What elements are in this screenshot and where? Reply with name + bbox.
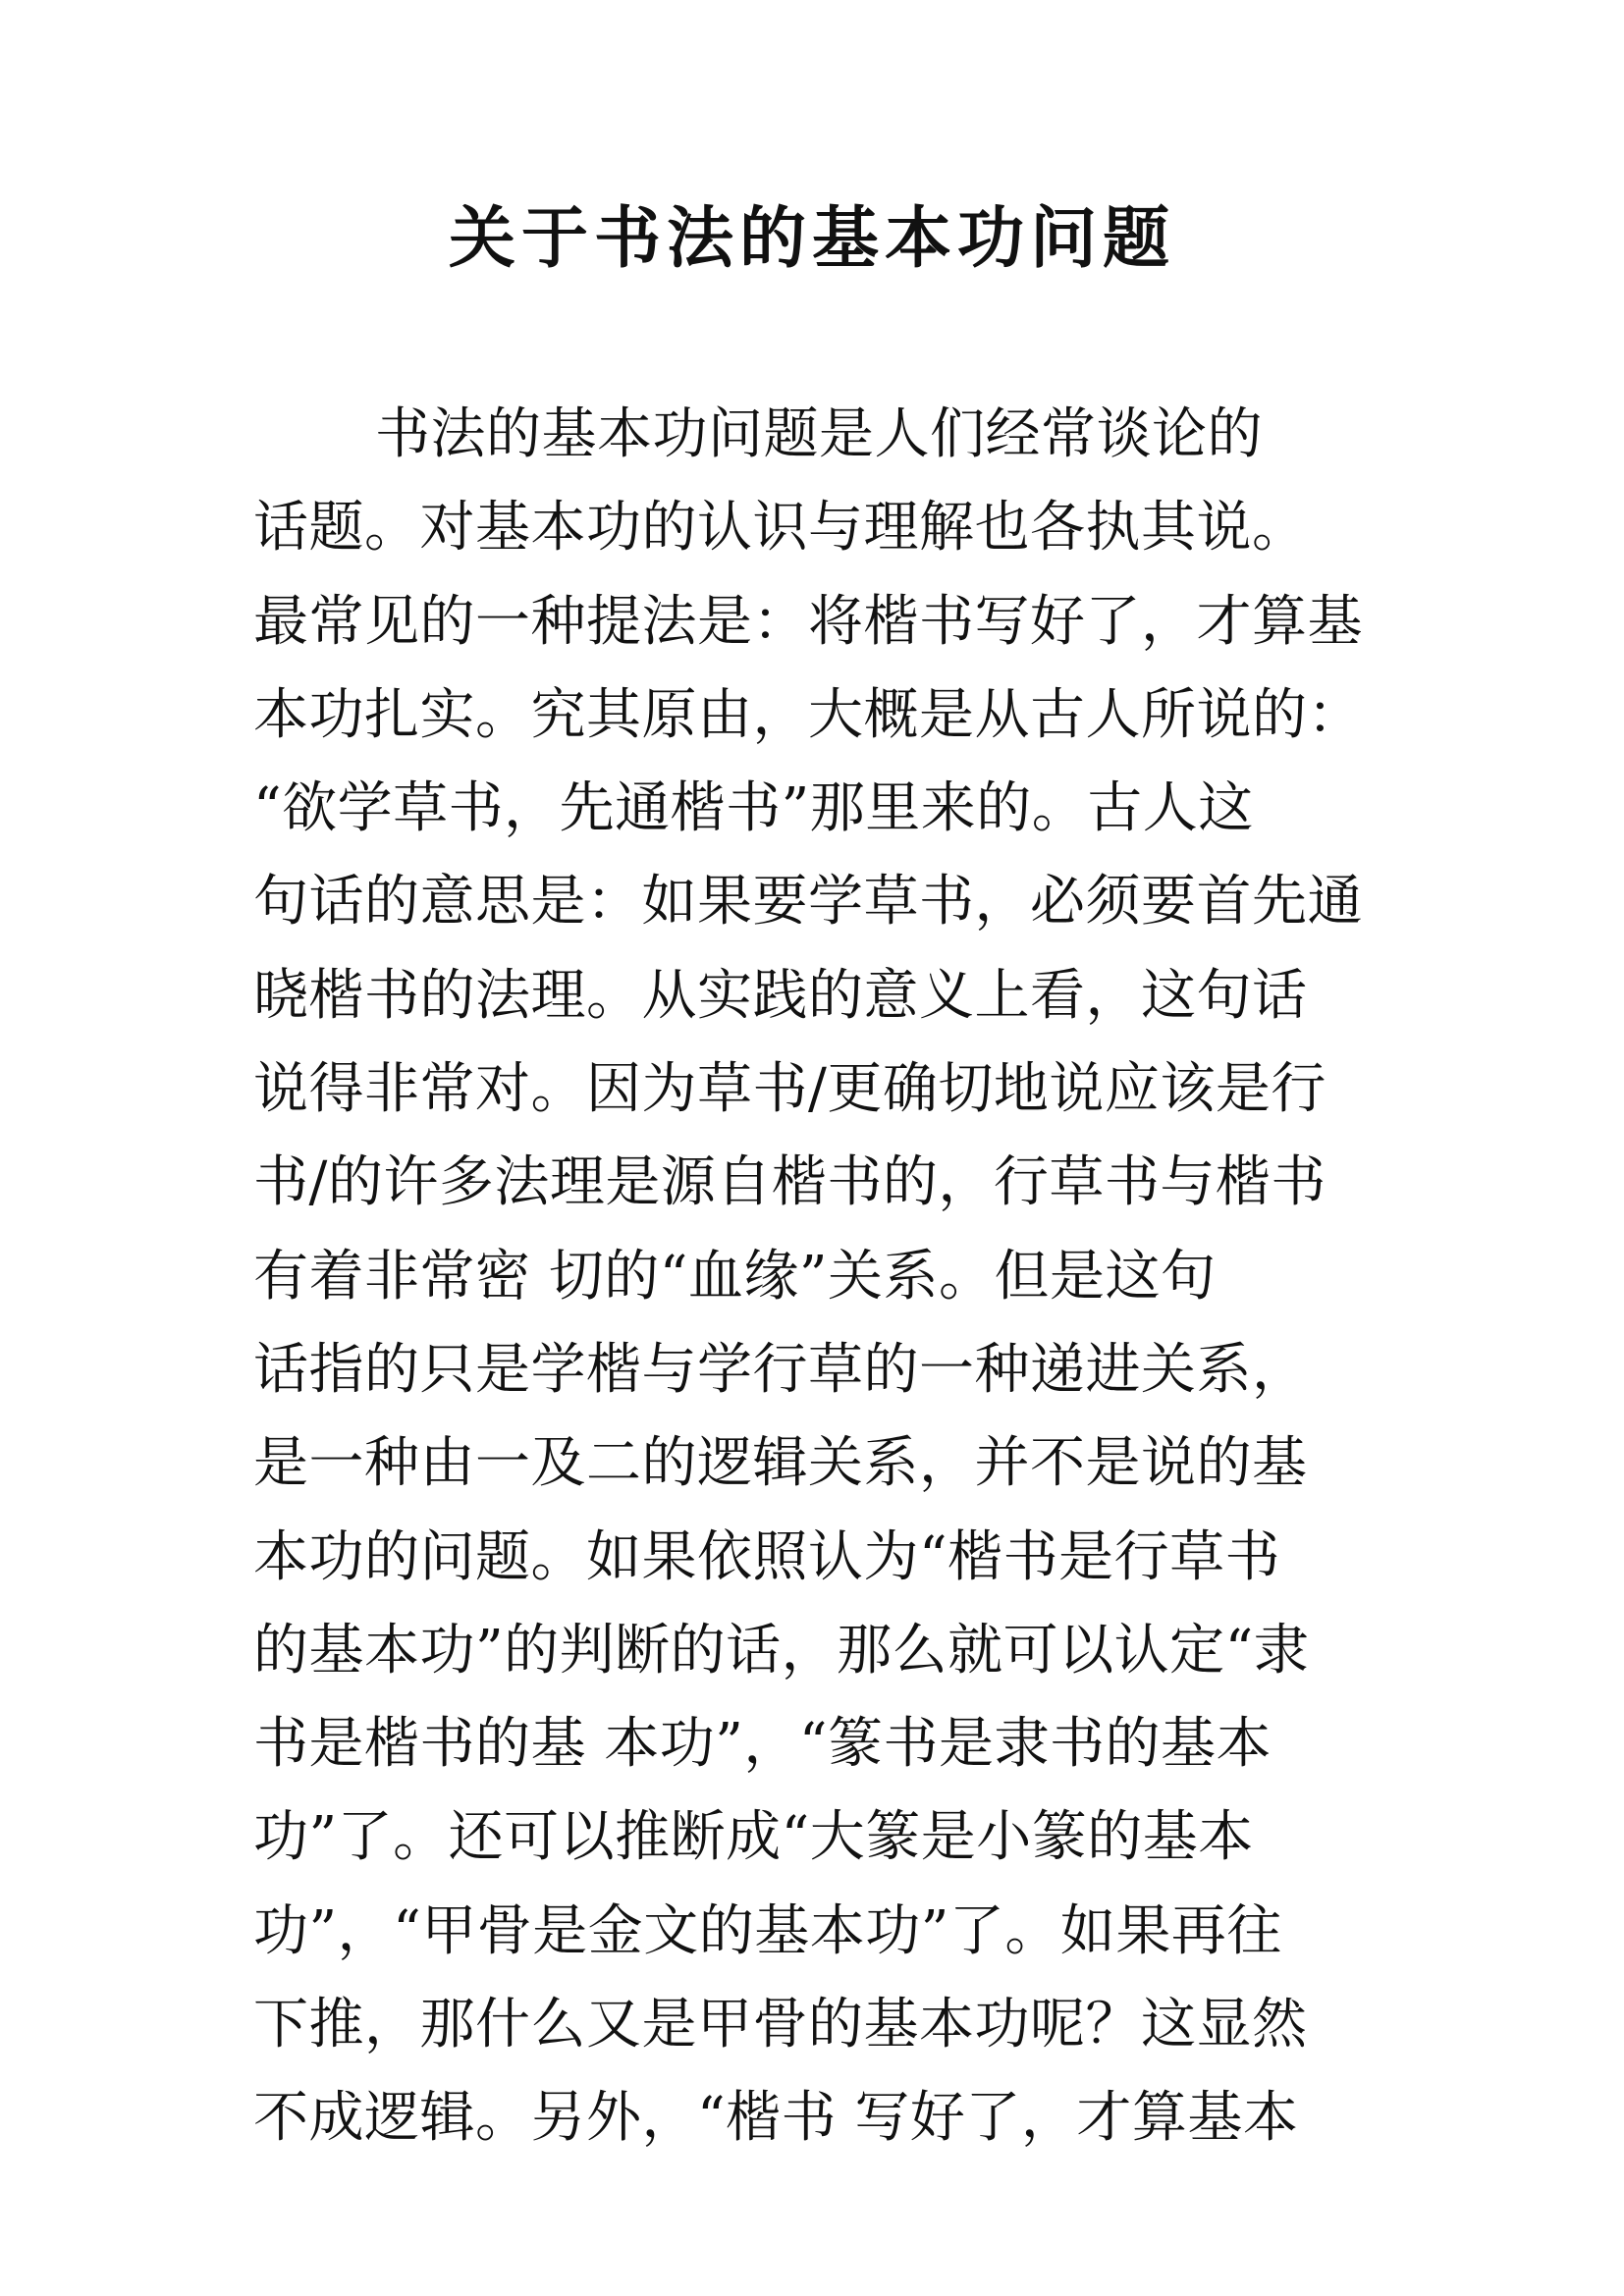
text-line: 话题。对基本功的认识与理解也各执其说。 xyxy=(253,496,1308,561)
text-line: 晓楷书的法理。从实践的意义上看，这句话 xyxy=(253,963,1308,1028)
text-line: “欲学草书，先通楷书”那里来的。古人这 xyxy=(253,776,1254,841)
text-line: 功”，“甲骨是金文的基本功”了。如果再往 xyxy=(253,1898,1282,1963)
text-line: 书/的许多法理是源自楷书的，行草书与楷书 xyxy=(253,1150,1326,1215)
text-line: 话指的只是学楷与学行草的一种递进关系， xyxy=(253,1337,1308,1402)
document-title: 关于书法的基本功问题 xyxy=(448,199,1175,278)
text-line: 最常见的一种提法是：将楷书写好了，才算基 xyxy=(253,589,1363,654)
text-line: 句话的意思是：如果要学草书，必须要首先通 xyxy=(253,870,1363,934)
text-line: 有着非常密 切的“血缘”关系。但是这句 xyxy=(253,1244,1217,1308)
text-line: 不成逻辑。另外，“楷书 写好了，才算基本 xyxy=(253,2086,1299,2151)
text-line: 的基本功”的判断的话，那么就可以认定“隶 xyxy=(253,1618,1310,1682)
text-line: 下推，那什么又是甲骨的基本功呢？这显然 xyxy=(253,1993,1308,2057)
text-line: 书法的基本功问题是人们经常谈论的 xyxy=(375,402,1263,466)
text-line: 本功的问题。如果依照认为“楷书是行草书 xyxy=(253,1524,1281,1589)
text-line: 功”了。还可以推断成“大篆是小篆的基本 xyxy=(253,1805,1254,1870)
text-line: 本功扎实。究其原由，大概是从古人所说的： xyxy=(253,682,1363,747)
body-text xyxy=(253,388,1392,2165)
text-line: 书是楷书的基 本功”，“篆书是隶书的基本 xyxy=(253,1712,1272,1777)
text-line: 是一种由一及二的逻辑关系，并不是说的基 xyxy=(253,1431,1308,1496)
text-line: 说得非常对。因为草书/更确切地说应该是行 xyxy=(253,1057,1326,1122)
